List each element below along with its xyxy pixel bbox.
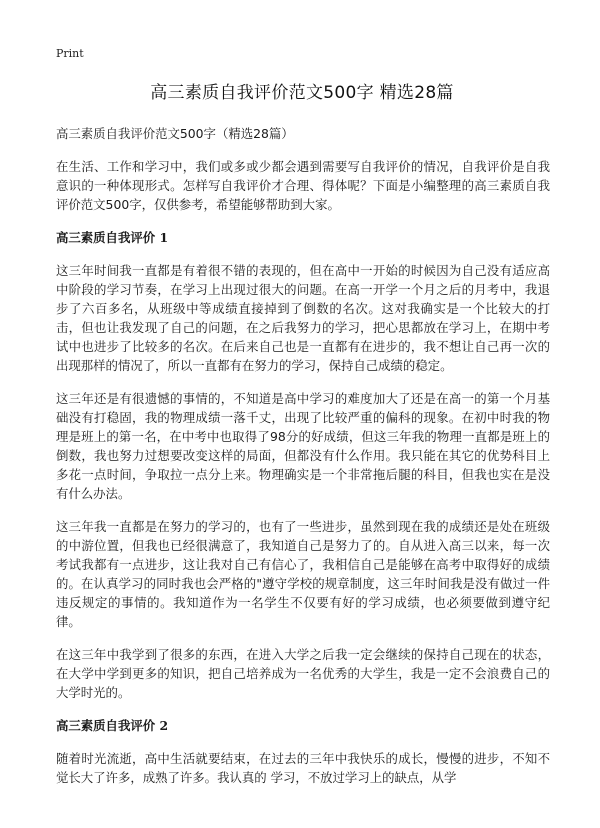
article-body: [56, 124, 550, 801]
section-heading: 高三素质自我评价 2: [56, 718, 169, 733]
page-title: 高三素质自我评价范文500字 精选28篇: [150, 83, 454, 103]
section-paragraph: 这三年时间我一直都是有着很不错的表现的，但在高中一开始的时候因为自己没有适应高中阶段的学习节奏，在学习上出现过很大的问题。在高一开学一个月之后的月考中，我退步了六百多名，从班级中等成绩直接掉到了倒数的名次。这对我确实是一个比较大的打击，但也让我发现了自己的问题，在之后我努力的学习，把心思都放在学习上，在期中考试中也进步了比较多的名次。在后来自己也是一直都有在进步的，我不想让自己再一次的出现那样的情况了，所以一直都有在努力的学习，保持自己成绩的稳定。: [56, 263, 550, 373]
section-paragraph: 这三年还是有很遗憾的事情的，不知道是高中学习的难度加大了还是在高一的第一个月基础没有打稳固，我的物理成绩一落千丈，出现了比较严重的偏科的现象。在初中时我的物理是班上的第一名，在中考中也取得了98分的好成绩，但这三年我的物理一直都是班上的倒数，我也努力过想要改变这样的局面，但都没有什么作用。我只能在其它的优势科目上多花一点时间，争取拉一点分上来。物理确实是一个非常拖后腿的科目，但我也实在是没有什么办法。: [56, 391, 550, 501]
print-link[interactable]: Print: [56, 47, 84, 60]
section-heading: 高三素质自我评价 1: [56, 230, 169, 245]
section-paragraph: 在这三年中我学到了很多的东西，在进入大学之后我一定会继续的保持自己现在的状态，在大学中学到更多的知识，把自己培养成为一名优秀的大学生，我是一定不会浪费自己的大学时光的。: [56, 647, 550, 700]
intro-paragraph: 在生活、工作和学习中，我们或多或少都会遇到需要写自我评价的情况，自我评价是自我意识的一种体现形式。怎样写自我评价才合理、得体呢？下面是小编整理的高三素质自我评价范文500字，仅供参考，希望能够帮助到大家。: [56, 159, 550, 212]
section-paragraph: 这三年我一直都是在努力的学习的，也有了一些进步，虽然到现在我的成绩还是处在班级的中游位置，但我也已经很满意了，我知道自己是努力了的。自从进入高三以来，每一次考试我都有一点进步，这让我对自己有信心了，我相信自己是能够在高考中取得好的成绩的。在认真学习的同时我也会严格的"遵守学校的规章制度，这三年时间我是没有做过一件违反规定的事情的。我知道作为一名学生不仅要有好的学习成绩，也必须要做到遵守纪律。: [56, 519, 550, 629]
section-paragraph: 随着时光流逝，高中生活就要结束，在过去的三年中我快乐的成长，慢慢的进步，不知不觉长大了许多，成熟了许多。我认真的 学习，不放过学习上的缺点，从学: [56, 751, 550, 785]
article-subtitle: 高三素质自我评价范文500字（精选28篇）: [56, 126, 294, 141]
